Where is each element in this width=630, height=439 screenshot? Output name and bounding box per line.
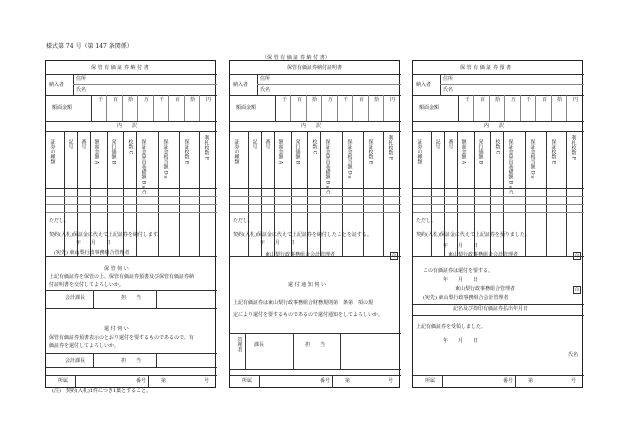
footnote: (注) 契約(入札)1件につき1葉とすること。 (52, 388, 152, 394)
unit-label: 万 (328, 97, 334, 103)
unit-label: 百 (113, 97, 119, 103)
col-deposit-count: 保証枚数 E (367, 139, 374, 165)
storage-text-2: 付証明書を交付してよろしいか。 (49, 282, 125, 288)
col-face-value: 額面金額 A (460, 139, 467, 165)
return-text-1: 保管有価証券預書表示のとおり還付を要するものであるので、有 (49, 335, 194, 341)
unit-label: 千 (526, 97, 532, 103)
unit-label: 拾 (557, 97, 563, 103)
col-basis: 保証金算出基礎額 B×C (140, 139, 147, 195)
detail-header: 内 訳 (301, 123, 322, 129)
detail-header: 内 訳 (117, 123, 138, 129)
unit-label: 百 (175, 97, 181, 103)
issuer: 東山梨行政事務組合会計管理者 (265, 252, 336, 258)
col-deposit-equiv: 保証金相当額 D× (346, 139, 353, 181)
unit-label: 拾 (312, 97, 318, 103)
address-label: 住所 (260, 76, 271, 82)
amount-label: 額面金額 (419, 105, 440, 111)
storage-title: 保 管 伺 い (104, 266, 129, 272)
go-label: 号 (571, 378, 577, 384)
unit-label: 万 (511, 97, 517, 103)
col-count: 枚数 C (494, 139, 501, 155)
col-symbol: 記号 (434, 139, 441, 149)
col-number: 番号 (447, 139, 454, 149)
storage-text-1: 上記有価証券を保管の上、保管有価証券預書及び保管有価証券納 (49, 274, 195, 280)
unit-label: 千 (282, 97, 288, 103)
unit-label: 千 (98, 97, 104, 103)
date-line: 年 月 日 (76, 240, 112, 246)
col-count: 枚数 C (311, 139, 318, 155)
return-title: 還 付 伺 い (104, 326, 129, 332)
person-in-charge-label: 担 当 (121, 295, 142, 301)
col-symbol: 記号 (67, 139, 74, 149)
name-sign-label: 氏名 (568, 352, 579, 358)
issuer-2: 東山梨行政事務組合管理者 (455, 286, 516, 292)
form-number: 様式第 74 号（第 147 条関係） (46, 43, 133, 50)
unit-label: 百 (359, 97, 365, 103)
manager-label: 管理者 (236, 337, 243, 352)
dai-label: 第 (161, 378, 167, 384)
col-coupon-count: 利札枚数 F (570, 135, 577, 161)
col-count: 枚数 C (127, 139, 134, 155)
form-title: 保管有価証券納付証明書 (287, 65, 343, 71)
amount-label: 額面金額 (236, 105, 257, 111)
col-basis: 保証金算出基礎額 B×C (324, 139, 331, 195)
col-issue-price: 発行価額 B (110, 139, 117, 165)
contract-statement: 契約(入札)保証金に代えて上記証券を納付します。 (49, 232, 163, 238)
group-title: （保 管 有 価 証 券 納 付 書） (262, 55, 330, 61)
date-line-3: 年 月 日 (443, 338, 479, 344)
unit-label: 万 (144, 97, 150, 103)
dai-label: 第 (345, 378, 351, 384)
col-security-type: 証券の種類 (233, 139, 240, 164)
unit-label: 拾 (128, 97, 134, 103)
accounting-chief-label: 会計課長 (65, 295, 86, 301)
col-basis: 保証金算出基礎額 B×C (507, 139, 514, 195)
bureau-label: 所属 (58, 378, 69, 384)
chief-label: 課長 (254, 342, 265, 348)
unit-label: 拾 (495, 97, 501, 103)
date-line: 年 月 日 (443, 243, 479, 249)
unit-label: 百 (480, 97, 486, 103)
note-tadashi: ただし、 (233, 218, 254, 224)
person-in-charge-label-2: 担 当 (121, 358, 142, 364)
amount-label: 額面金額 (52, 105, 73, 111)
seal-mark-2: 印 (575, 287, 579, 292)
form-payment-certificate (229, 60, 400, 388)
receipt-statement: 上記有価証券を受領しました。 (416, 324, 487, 330)
form-title: 保 管 有 価 証 券 預 書 (460, 65, 512, 71)
seal-mark: 印 (392, 253, 396, 258)
col-face-value: 額面金額 A (93, 139, 100, 165)
addressee: (宛先) 東山梨行政事務組合会計管理者 (423, 295, 509, 301)
name-label: 氏名 (76, 87, 87, 93)
detail-header: 内 訳 (484, 123, 505, 129)
addressee: (宛先) 東山梨行政事務組合管理者 (54, 250, 130, 256)
col-face-value: 額面金額 A (277, 139, 284, 165)
note-tadashi: ただし、 (49, 218, 70, 224)
address-label: 住所 (443, 76, 454, 82)
col-coupon-count: 利札枚数 F (203, 135, 210, 161)
col-deposit-count: 保証枚数 E (550, 139, 557, 165)
form-deposit-certificate (412, 60, 583, 388)
unit-label: 円 (390, 97, 396, 103)
unit-label: 拾 (190, 97, 196, 103)
payer-label: 納入者 (49, 82, 65, 88)
date-line-2: 年 月 日 (443, 277, 479, 283)
col-issue-price: 発行価額 B (477, 139, 484, 165)
unit-label: 百 (297, 97, 303, 103)
number-label: 番号 (320, 378, 331, 384)
accounting-chief-label-2: 会計課長 (65, 358, 86, 364)
payer-label: 納入者 (416, 82, 432, 88)
unit-label: 拾 (374, 97, 380, 103)
name-label: 氏名 (443, 87, 454, 93)
number-label: 番号 (136, 378, 147, 384)
notice-text-1: 上記有価証券は東山梨行政事務組合財務規則第 条第 項の規 (233, 300, 374, 306)
col-security-type: 証券の種類 (49, 139, 56, 164)
col-deposit-equiv: 保証金相当額 D× (162, 139, 169, 181)
return-text-2: 価証券を還付してよろしいか。 (49, 343, 120, 349)
dai-label: 第 (528, 378, 534, 384)
col-symbol: 記号 (251, 139, 258, 149)
form-title: 保 管 有 価 証 券 納 付 書 (91, 65, 149, 71)
date-line: 年 月 日 (260, 240, 296, 246)
col-security-type: 証券の種類 (416, 139, 423, 164)
go-label: 号 (204, 378, 210, 384)
seal-mark: 印 (575, 253, 579, 258)
unit-label: 千 (159, 97, 165, 103)
payer-label: 納入者 (233, 82, 249, 88)
col-deposit-equiv: 保証金相当額 D× (529, 139, 536, 181)
col-number: 番号 (264, 139, 271, 149)
notice-text-2: 定により還付を要するものであるので還付通知をしてよろしいか。 (233, 312, 384, 318)
unit-label: 円 (573, 97, 579, 103)
go-label: 号 (388, 378, 394, 384)
col-deposit-count: 保証枚数 E (183, 139, 190, 165)
unit-label: 円 (206, 97, 212, 103)
bureau-label: 所属 (425, 378, 436, 384)
col-coupon-count: 利札枚数 F (387, 135, 394, 161)
unit-label: 千 (465, 97, 471, 103)
note-tadashi: ただし、 (416, 218, 437, 224)
issuer: 東山梨行政事務組合会計管理者 (448, 252, 519, 258)
form-deposit-receipt (45, 60, 216, 388)
unit-label: 千 (343, 97, 349, 103)
address-label: 住所 (76, 76, 87, 82)
unit-label: 百 (542, 97, 548, 103)
person-in-charge-label: 担 当 (305, 342, 326, 348)
refund-notice: この有価証券は還付を要する。 (423, 268, 494, 274)
col-number: 番号 (80, 139, 87, 149)
contract-statement: 契約(入札)保証金に代えて上記証券を預りました。 (416, 232, 530, 238)
contract-statement: 契約(入札)保証金に代えて上記証券を納付したことを証する。 (233, 232, 372, 238)
return-notice-title: 還 付 通 知 伺 い (288, 282, 326, 288)
col-issue-price: 発行価額 B (294, 139, 301, 165)
bureau-label: 所属 (242, 378, 253, 384)
name-label: 氏名 (260, 87, 271, 93)
number-label: 番号 (503, 378, 514, 384)
record-label: 記名及び捺印有価証券払出年月日 (453, 306, 529, 312)
